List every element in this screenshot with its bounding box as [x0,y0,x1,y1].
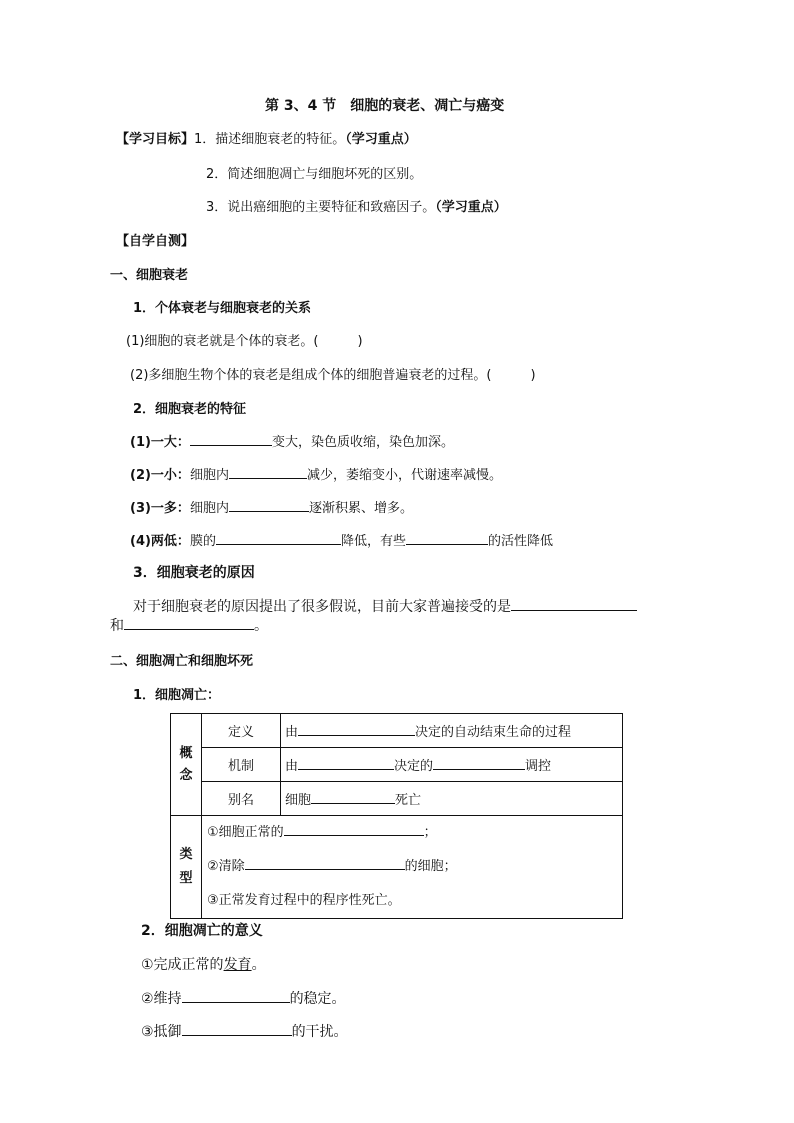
feature-4-mid: 降低，有些 [340,534,406,549]
cause-text: 对于细胞衰老的原因提出了很多假说，目前大家普遍接受的是 [133,599,511,615]
cause-line-2 [110,615,268,635]
row-definition-key: 定义 [202,714,281,748]
meaning-1-after: 。 [251,957,266,973]
feature-1-after: 变大，染色质收缩，染色加深。 [271,435,454,450]
apoptosis-table [170,713,623,919]
fill-blank[interactable] [229,497,309,512]
alias-after: 死亡 [395,793,422,808]
meaning-3-after: 的干扰。 [291,1024,348,1040]
type-2-pre: ②清除 [207,859,245,874]
sec2-sub1-title: 1．细胞凋亡： [133,688,221,703]
feature-2 [130,464,502,483]
fill-blank[interactable] [190,431,272,446]
sec1-sub3-title: 3．细胞衰老的原因 [133,565,255,581]
row-mechanism-value [281,748,623,782]
mech-after: 调控 [525,759,552,774]
meaning-2-pre: ②维持 [141,991,182,1007]
sec1-sub2-title: 2．细胞衰老的特征 [133,402,247,417]
meaning-3-pre: ③抵御 [141,1024,182,1040]
alias-pre: 细胞 [285,793,312,808]
goal-2: 2．简述细胞凋亡与细胞坏死的区别。 [206,167,423,182]
goal-3-text: 3．说出癌细胞的主要特征和致癌因子。 [206,200,436,215]
feature-4-after: 的活性降低 [487,534,553,549]
meaning-1 [141,954,266,974]
fill-blank[interactable] [245,855,405,870]
row-definition-value [281,714,623,748]
row-alias-value [281,782,623,816]
goal-1-note: （学习重点） [345,132,417,147]
row-mechanism-key: 机制 [202,748,281,782]
mech-pre: 由 [285,759,299,774]
fill-blank[interactable] [298,755,394,770]
fill-blank[interactable] [298,721,415,736]
feature-4-pre: 膜的 [189,534,216,549]
section-1-heading: 一、细胞衰老 [110,268,189,283]
cause-and: 和 [110,618,124,634]
row-alias-key: 别名 [202,782,281,816]
feature-2-label: (2)一小： [130,468,190,483]
fill-blank[interactable] [284,821,424,836]
type-content [202,816,623,919]
mech-mid: 决定的 [394,759,434,774]
feature-1 [130,431,454,450]
feature-3 [130,497,413,516]
type-1-pre: ①细胞正常的 [207,825,284,840]
meaning-2 [141,988,346,1008]
goal-1-text: 1．描述细胞衰老的特征。 [194,132,346,147]
meaning-3 [141,1021,348,1041]
def-after: 决定的自动结束生命的过程 [415,725,572,740]
goal-3 [206,196,507,215]
feature-3-label: (3)一多： [130,501,190,516]
type-cell [171,816,202,919]
fill-blank[interactable] [511,596,637,611]
type-label: 类型 [179,847,193,886]
sec1-sub1-title: 1．个体衰老与细胞衰老的关系 [133,301,312,316]
fill-blank[interactable] [406,530,488,545]
fill-blank[interactable] [311,789,395,804]
fill-blank[interactable] [216,530,341,545]
concept-cell [171,714,202,816]
feature-3-pre: 细胞内 [189,501,229,516]
feature-2-after: 减少，萎缩变小，代谢速率减慢。 [306,468,502,483]
def-pre: 由 [285,725,299,740]
feature-1-label: (1)一大： [130,435,190,450]
fill-blank[interactable] [433,755,525,770]
cause-end: 。 [254,618,268,634]
sec2-sub2-title: 2．细胞凋亡的意义 [141,923,263,939]
section-2-heading: 二、细胞凋亡和细胞坏死 [110,654,254,669]
meaning-2-after: 的稳定。 [289,991,346,1007]
feature-2-pre: 细胞内 [189,468,229,483]
fill-blank[interactable] [182,1021,292,1036]
sec1-q2: (2)多细胞生物个体的衰老是组成个体的细胞普遍衰老的过程。( ) [130,368,536,383]
concept-label: 概念 [179,745,193,783]
fill-blank[interactable] [182,988,290,1003]
self-test-label: 【自学自测】 [116,234,195,249]
fill-blank[interactable] [124,615,254,630]
meaning-1-underlined: 发育 [223,957,252,973]
feature-3-after: 逐渐积累、增多。 [308,501,413,516]
fill-blank[interactable] [229,464,307,479]
goal-3-note: （学习重点） [435,200,507,215]
sec1-q1: (1)细胞的衰老就是个体的衰老。( ) [126,334,363,349]
cause-line-1 [133,596,637,616]
goal-1 [116,128,417,147]
type-2-after: 的细胞； [404,859,457,874]
meaning-1-pre: ①完成正常的 [141,957,224,973]
feature-4 [130,530,553,549]
type-3: ③正常发育过程中的程序性死亡。 [207,893,401,908]
feature-4-label: (4)两低： [130,534,190,549]
page-title: 第 3、4 节 细胞的衰老、凋亡与癌变 [265,98,505,114]
type-1-after: ； [423,825,437,840]
goals-label: 【学习目标】 [116,132,195,147]
type-2 [207,850,618,884]
type-1 [207,816,618,850]
